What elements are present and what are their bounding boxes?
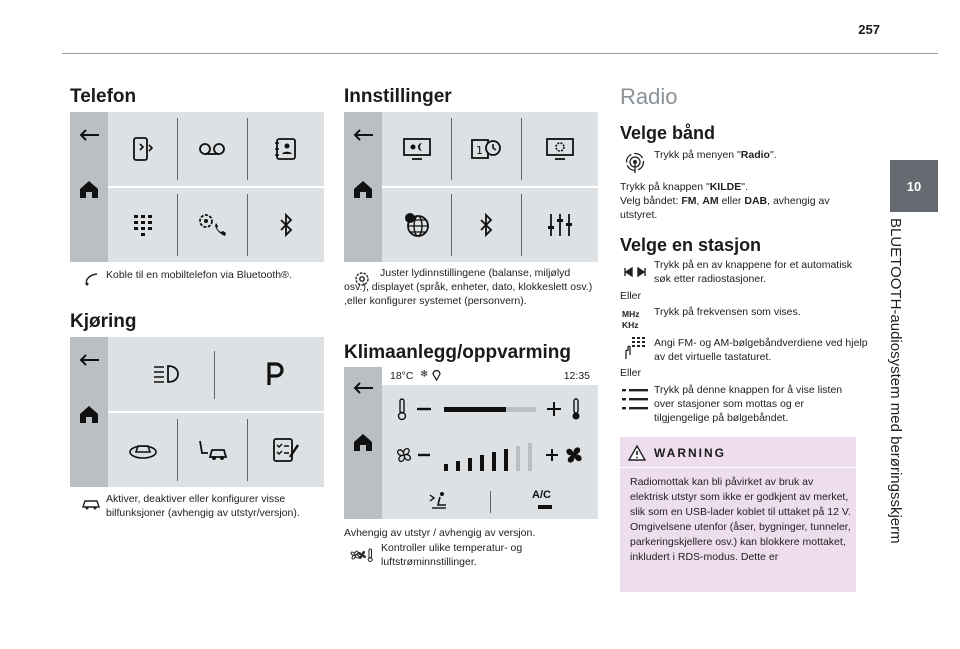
radio-heading: Radio xyxy=(620,84,678,109)
fan-plus-button[interactable] xyxy=(544,447,560,463)
chapter-tab[interactable]: 10 xyxy=(890,160,938,212)
status-temp: 18°C xyxy=(390,370,414,382)
telefon-panel xyxy=(70,112,324,262)
display-brightness-icon[interactable] xyxy=(382,126,451,172)
back-arrow-icon[interactable] xyxy=(74,345,104,375)
location-icon xyxy=(432,368,441,384)
phone-link-icon xyxy=(82,270,102,288)
velge-band-heading: Velge bånd xyxy=(620,123,716,143)
kjoring-panel xyxy=(70,337,324,487)
stasjon-or1: Eller xyxy=(620,290,642,302)
top-rule xyxy=(62,53,938,54)
checklist-wrench-icon[interactable] xyxy=(247,427,324,473)
svg-text:1: 1 xyxy=(476,144,483,157)
home-icon[interactable] xyxy=(348,427,378,457)
velge-band-step2: Trykk på knappen "KILDE". xyxy=(620,181,748,193)
warning-title: WARNING xyxy=(654,446,726,460)
warning-body: Radiomottak kan bli påvirket av bruk av elektrisk utstyr som ikke er godkjent av merket, slik som en USB-lader koblet til uttaket på 12 V. Omgivelsene utenfor (åser, bygninger, tunneler, parkeringskjellere osv.) kan blokkere mottaket, inkludert i RDS-modus. Dette er xyxy=(630,476,851,563)
seek-buttons-icon xyxy=(620,264,650,280)
warning-header xyxy=(628,445,726,461)
fan-minus-button[interactable] xyxy=(416,447,432,463)
kjoring-caption: Aktiver, deaktiver eller konfigurer visse bilfunksjoner (avhengig av utstyr/versjon). xyxy=(106,493,300,519)
temp-slider-fill xyxy=(444,407,506,412)
back-arrow-icon[interactable] xyxy=(348,120,378,150)
home-icon[interactable] xyxy=(74,174,104,204)
innstillinger-panel xyxy=(344,112,598,262)
ac-button[interactable]: A/C xyxy=(532,489,551,501)
innstillinger-heading: Innstillinger xyxy=(344,86,452,107)
headlight-icon[interactable] xyxy=(132,351,202,397)
stasjon-item4: Trykk på denne knappen for å vise listen over stasjoner som mottas og er tilgjengelige på bølgebåndet. xyxy=(654,384,843,424)
status-time: 12:35 xyxy=(563,370,590,382)
voicemail-icon[interactable] xyxy=(177,126,247,172)
fan-low-icon xyxy=(392,443,416,467)
temp-low-icon xyxy=(394,395,410,423)
warning-icon xyxy=(628,445,646,461)
phone-settings-icon[interactable] xyxy=(177,202,247,248)
temp-minus-button[interactable] xyxy=(414,399,434,419)
klima-note: Avhengig av utstyr / avhengig av versjon. xyxy=(344,527,536,539)
stasjon-item1: Trykk på en av knappene for et automatisk søk etter radiostasjoner. xyxy=(654,259,853,285)
innstillinger-caption: Juster lydinnstillingene (balanse, miljølyd osv.), displayet (språk, enheter, dato, klokkeslett osv.) ,eller konfigurer systemet (personvern). xyxy=(344,267,593,307)
back-arrow-icon[interactable] xyxy=(74,120,104,150)
temp-plus-button[interactable] xyxy=(544,399,564,419)
language-globe-icon[interactable] xyxy=(382,202,451,248)
bluetooth-icon[interactable] xyxy=(247,202,324,248)
telefon-heading: Telefon xyxy=(70,86,137,107)
station-list-icon xyxy=(620,386,650,412)
velge-stasjon-heading: Velge en stasjon xyxy=(620,235,762,255)
page-number: 257 xyxy=(858,22,880,37)
snowflake-icon: ❄ xyxy=(420,369,429,380)
fan-high-icon xyxy=(560,441,588,469)
klima-caption: Kontroller ulike temperatur- og luftstrøminnstillinger. xyxy=(381,542,523,568)
stasjon-or2: Eller xyxy=(620,367,642,379)
ac-indicator xyxy=(538,505,552,509)
seat-car-icon[interactable] xyxy=(177,427,247,473)
car-surround-icon[interactable] xyxy=(108,427,177,473)
fan-level-bars[interactable] xyxy=(444,443,540,471)
frequency-icon: MHz KHz xyxy=(622,309,640,330)
air-distribution-icon[interactable] xyxy=(424,489,454,513)
warning-box xyxy=(620,437,856,592)
klima-heading: Klimaanlegg/oppvarming xyxy=(344,342,571,363)
klima-panel xyxy=(344,367,598,519)
velge-band-step1: Trykk på menyen "Radio". xyxy=(654,149,777,161)
radio-icon xyxy=(621,150,649,176)
bluetooth-icon[interactable] xyxy=(451,202,521,248)
chapter-title-text: BLUETOOTH-audiosystem med berøringsskjerm xyxy=(887,218,904,544)
contacts-icon[interactable] xyxy=(247,126,324,172)
velge-band-step3: Velg båndet: FM, AM eller DAB, avhengig av utstyret. xyxy=(620,195,830,221)
equalizer-icon[interactable] xyxy=(521,202,598,248)
screen-settings-icon[interactable] xyxy=(521,126,598,172)
parking-icon[interactable] xyxy=(240,351,310,397)
fan-temp-icon xyxy=(346,546,376,564)
car-icon xyxy=(80,496,102,512)
back-arrow-icon[interactable] xyxy=(348,373,378,403)
telefon-caption: Koble til en mobiltelefon via Bluetooth®. xyxy=(106,269,292,281)
home-icon[interactable] xyxy=(74,399,104,429)
stasjon-item2: Trykk på frekvensen som vises. xyxy=(654,306,801,318)
status-bar xyxy=(382,367,598,385)
temp-slider[interactable] xyxy=(444,407,536,412)
clock-calendar-icon[interactable] xyxy=(451,126,521,172)
dialpad-icon[interactable] xyxy=(108,202,177,248)
keypad-touch-icon xyxy=(620,334,648,362)
home-icon[interactable] xyxy=(348,174,378,204)
kjoring-heading: Kjøring xyxy=(70,311,137,332)
temp-high-icon xyxy=(568,395,584,423)
chapter-title xyxy=(868,218,938,588)
stasjon-item3: Angi FM- og AM-bølgebåndverdiene ved hjelp av det virtuelle tastaturet. xyxy=(654,337,868,363)
call-log-icon[interactable] xyxy=(108,126,177,172)
